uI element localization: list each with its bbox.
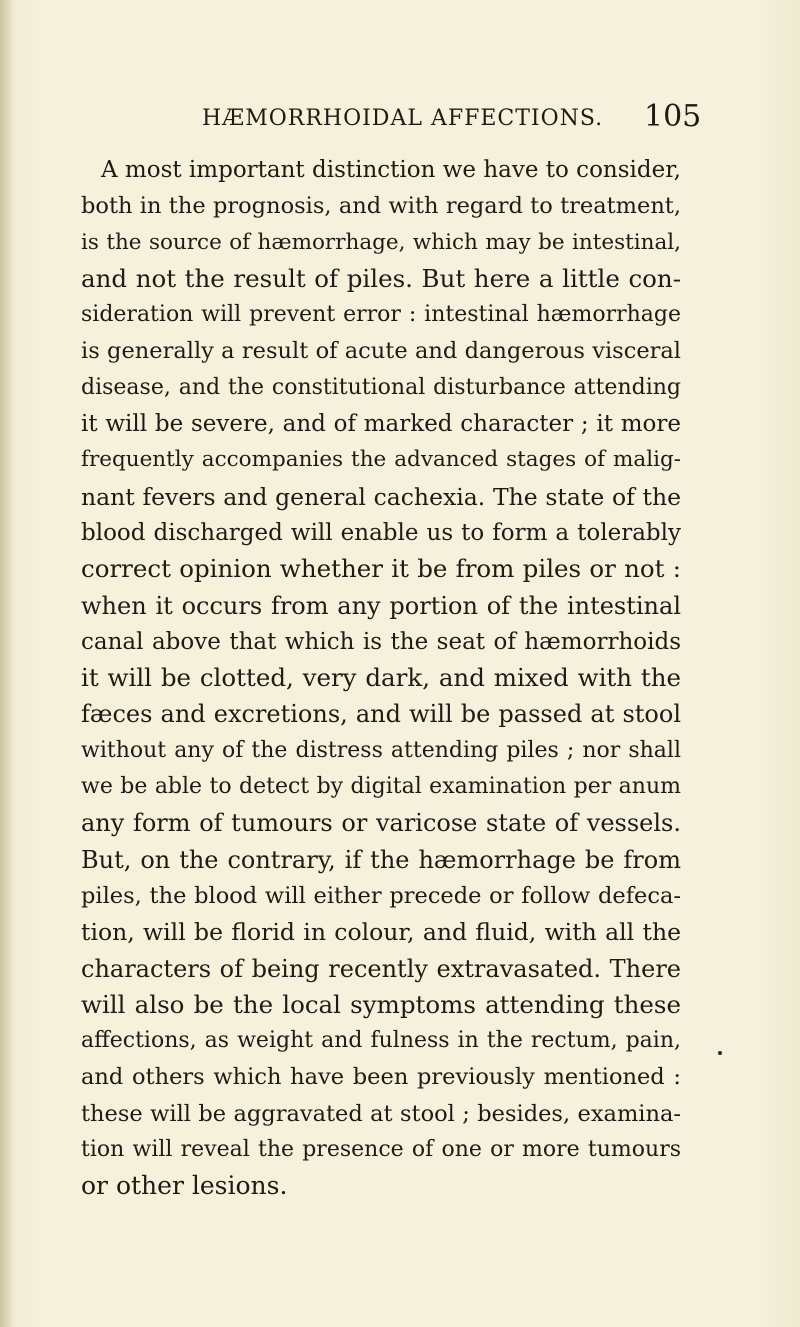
text-line: any form of tumours or varicose state of vessels. xyxy=(81,809,681,838)
text-line: we be able to detect by digital examination per anum xyxy=(81,774,681,800)
text-line: will also be the local symptoms attending these xyxy=(81,989,681,1019)
text-line: sideration will prevent error : intestinal hæmorrhage xyxy=(81,302,681,328)
gutter-shadow xyxy=(0,0,14,1327)
text-line: blood discharged will enable us to form a tolerably xyxy=(81,519,681,546)
text-line: characters of being recently extravasated. There xyxy=(81,954,681,983)
text-line: But, on the contrary, if the hæmorrhage be from xyxy=(81,845,681,874)
text-line: both in the prognosis, and with regard to treatment, xyxy=(81,193,681,220)
text-line: canal above that which is the seat of hæmorrhoids xyxy=(81,628,681,655)
text-line: tion will reveal the presence of one or more tumours xyxy=(81,1137,681,1163)
text-line: these will be aggravated at stool ; besides, examina- xyxy=(81,1100,681,1127)
text-line: fæces and excretions, and will be passed at stool xyxy=(81,700,681,729)
text-line: affections, as weight and fulness in the rectum, pain, xyxy=(81,1028,681,1054)
text-line: is generally a result of acute and dangerous visceral xyxy=(81,338,681,365)
text-line: piles, the blood will either precede or follow defeca- xyxy=(81,882,681,909)
text-line: when it occurs from any portion of the intestinal xyxy=(81,591,681,620)
text-line: frequently accompanies the advanced stages of malig- xyxy=(81,447,681,473)
text-line: nant fevers and general cachexia. The state of the xyxy=(81,482,681,511)
body-text xyxy=(81,152,681,1205)
text-line: is the source of hæmorrhage, which may be intestinal, xyxy=(81,229,681,255)
text-line: and not the result of piles. But here a little con- xyxy=(81,263,681,293)
text-line: it will be clotted, very dark, and mixed with the xyxy=(81,663,681,693)
page-number: 105 xyxy=(644,99,702,134)
running-title: HÆMORRHOIDAL AFFECTIONS. xyxy=(202,106,604,131)
text-line: correct opinion whether it be from piles or not : xyxy=(81,554,681,584)
ink-speck xyxy=(718,1051,722,1055)
text-line: and others which have been previously mentioned : xyxy=(81,1064,681,1091)
running-head xyxy=(0,94,800,134)
text-line: tion, will be florid in colour, and fluid, with all the xyxy=(81,918,681,947)
text-line: A most important distinction we have to consider, xyxy=(101,157,681,183)
text-line: disease, and the constitutional disturbance attending xyxy=(81,374,681,400)
text-line: it will be severe, and of marked character ; it more xyxy=(81,411,681,438)
text-line: without any of the distress attending piles ; nor shall xyxy=(81,737,681,763)
text-line: or other lesions. xyxy=(81,1171,288,1201)
